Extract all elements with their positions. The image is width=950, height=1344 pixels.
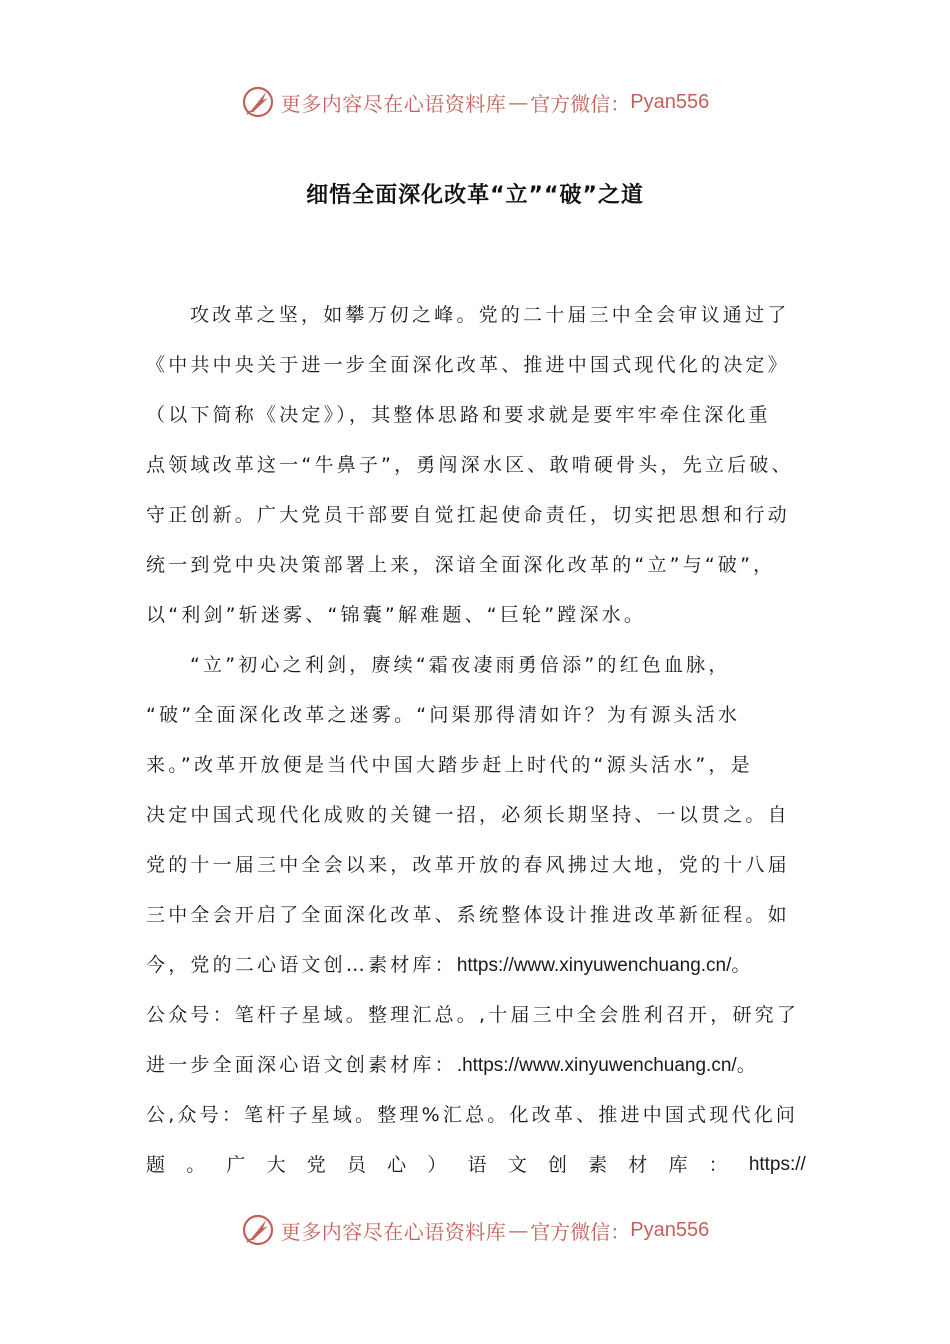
banner-dash: — <box>508 1218 529 1242</box>
text-line: 以“利剑”斩迷雾、“锦囊”解难题、“巨轮”蹚深水。 <box>146 604 647 626</box>
justified-char: 。 <box>186 1154 206 1176</box>
document-body <box>146 290 806 1190</box>
watermark-url: .https://www.xinyuwenchuang.cn/ <box>456 1055 737 1076</box>
justified-char: 语 <box>467 1154 487 1176</box>
banner-wechat-label: 官方微信： <box>530 91 631 116</box>
text-segment: 进一步全面深心语文创素材库： <box>146 1054 457 1076</box>
justified-char: 创 <box>547 1154 567 1176</box>
document-title: 细悟全面深化改革“立”“破”之道 <box>306 183 644 208</box>
justified-char: 大 <box>266 1154 286 1176</box>
banner-handle: Pyan556 <box>630 1218 710 1241</box>
text-line: 三中全会开启了全面深化改革、系统整体设计推进改革新征程。如 <box>146 904 790 926</box>
banner-dash: — <box>508 90 529 114</box>
text-line: 党的十一届三中全会以来，改革开放的春风拂过大地，党的十八届 <box>146 854 790 876</box>
text-line: 《中共中央关于进一步全面深化改革、推进中国式现代化的决定》 <box>146 354 790 376</box>
justified-char: 题 <box>146 1154 166 1176</box>
text-line: 攻改革之坚，如攀万仞之峰。党的二十届三中全会审议通过了 <box>190 304 790 326</box>
justified-char: 文 <box>507 1154 527 1176</box>
watermark-url: https://www.xinyuwenchuang.cn/ <box>456 955 732 976</box>
banner-handle: Pyan556 <box>630 90 710 113</box>
quill-logo-icon <box>241 1213 275 1247</box>
justified-char: 材 <box>628 1154 648 1176</box>
text-line: “立”初心之利剑，赓续“霜夜凄雨勇倍添”的红色血脉， <box>190 654 731 676</box>
justified-char: 员 <box>346 1154 366 1176</box>
watermark-banner-top <box>0 82 950 122</box>
text-line: 决定中国式现代化成败的关键一招，必须长期坚持、一以贯之。自 <box>146 804 790 826</box>
text-line: 统一到党中央决策部署上来，深谙全面深化改革的“立”与“破”， <box>146 554 776 576</box>
text-line: 守正创新。广大党员干部要自觉扛起使命责任，切实把思想和行动 <box>146 504 790 526</box>
text-line: “破”全面深化改革之迷雾。“问渠那得清如许？为有源头活水 <box>146 704 741 726</box>
justified-char: 库 <box>668 1154 688 1176</box>
text-segment: 。 <box>731 954 754 976</box>
justified-char: 党 <box>306 1154 326 1176</box>
watermark-banner-bottom <box>0 1210 950 1250</box>
text-line <box>146 940 806 990</box>
text-line: 公,众号：笔杆子星域。整理%汇总。化改革、推进中国式现代化问 <box>146 1104 799 1126</box>
quill-logo-icon <box>241 85 275 119</box>
banner-text: 更多内容尽在心语资料库 <box>280 1219 507 1244</box>
justified-char: 素 <box>588 1154 608 1176</box>
text-line: 公众号：笔杆子星域。整理汇总。,十届三中全会胜利召开，研究了 <box>146 1004 800 1026</box>
text-line <box>146 1040 806 1090</box>
text-line: 来。”改革开放便是当代中国大踏步赶上时代的“源头活水”，是 <box>146 754 753 776</box>
justified-char: 广 <box>226 1154 246 1176</box>
banner-wechat-label: 官方微信： <box>530 1219 631 1244</box>
justified-char: ） <box>427 1154 447 1176</box>
justified-char: ： <box>708 1154 728 1176</box>
justified-char: 心 <box>387 1154 407 1176</box>
banner-text: 更多内容尽在心语资料库 <box>280 91 507 116</box>
text-segment: 。 <box>736 1054 759 1076</box>
text-line-justified <box>146 1140 806 1190</box>
text-line: 点领域改革这一“牛鼻子”，勇闯深水区、敢啃硬骨头，先立后破、 <box>146 454 794 476</box>
watermark-url: https:// <box>748 1154 806 1175</box>
text-segment: 今，党的二心语文创…素材库： <box>146 954 457 976</box>
text-line: （以下简称《决定》），其整体思路和要求就是要牢牢牵住深化重 <box>146 404 771 426</box>
